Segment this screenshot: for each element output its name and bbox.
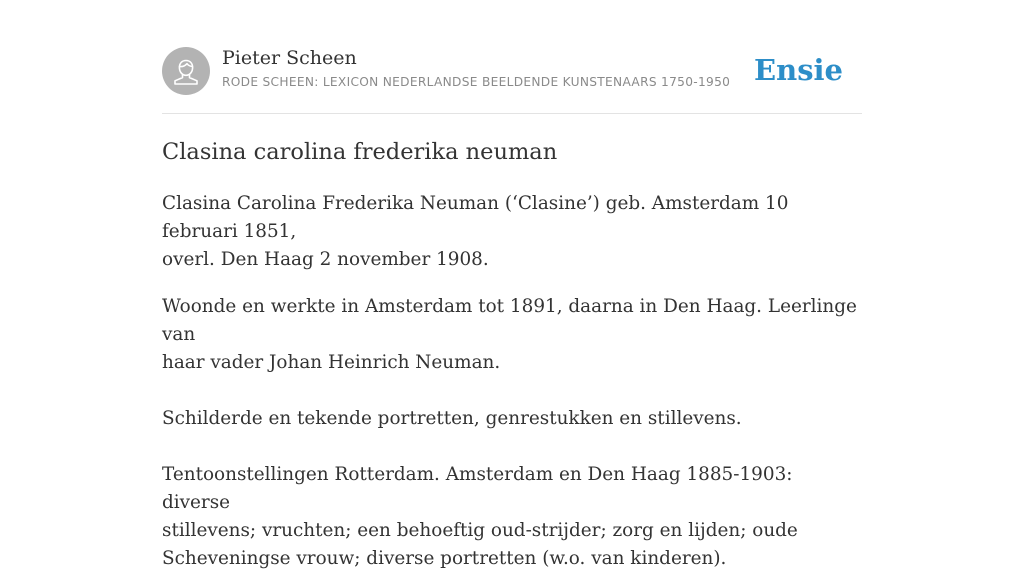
page-title: Clasina carolina frederika neuman	[162, 139, 558, 165]
brand-logo[interactable]: Ensie	[754, 53, 843, 87]
author-name[interactable]: Pieter Scheen	[222, 47, 357, 69]
paragraph: Clasina Carolina Frederika Neuman (‘Clasine’) geb. Amsterdam 10 februari 1851, overl. Den Haag 2 november 1908.	[162, 193, 789, 270]
article-card	[162, 0, 862, 569]
divider	[162, 113, 862, 114]
paragraph: Woonde en werkte in Amsterdam tot 1891, daarna in Den Haag. Leerlinge van haar vader Johan Heinrich Neuman. Schilderde en tekende portretten, genrestukken en stillevens. Tentoonstellingen Rotterdam. Amsterdam en Den Haag 1885-1903: diverse stillevens; vruchten; een behoeftig oud-strijder; zorg en lijden; oude Scheveningse vrouw; diverse portretten (w.o. van kinderen).	[162, 296, 857, 569]
avatar	[162, 47, 210, 95]
user-icon	[162, 47, 210, 95]
article-header	[162, 46, 862, 98]
source-label[interactable]: RODE SCHEEN: LEXICON NEDERLANDSE BEELDENDE KUNSTENAARS 1750-1950	[222, 75, 731, 89]
article-body	[162, 190, 862, 573]
